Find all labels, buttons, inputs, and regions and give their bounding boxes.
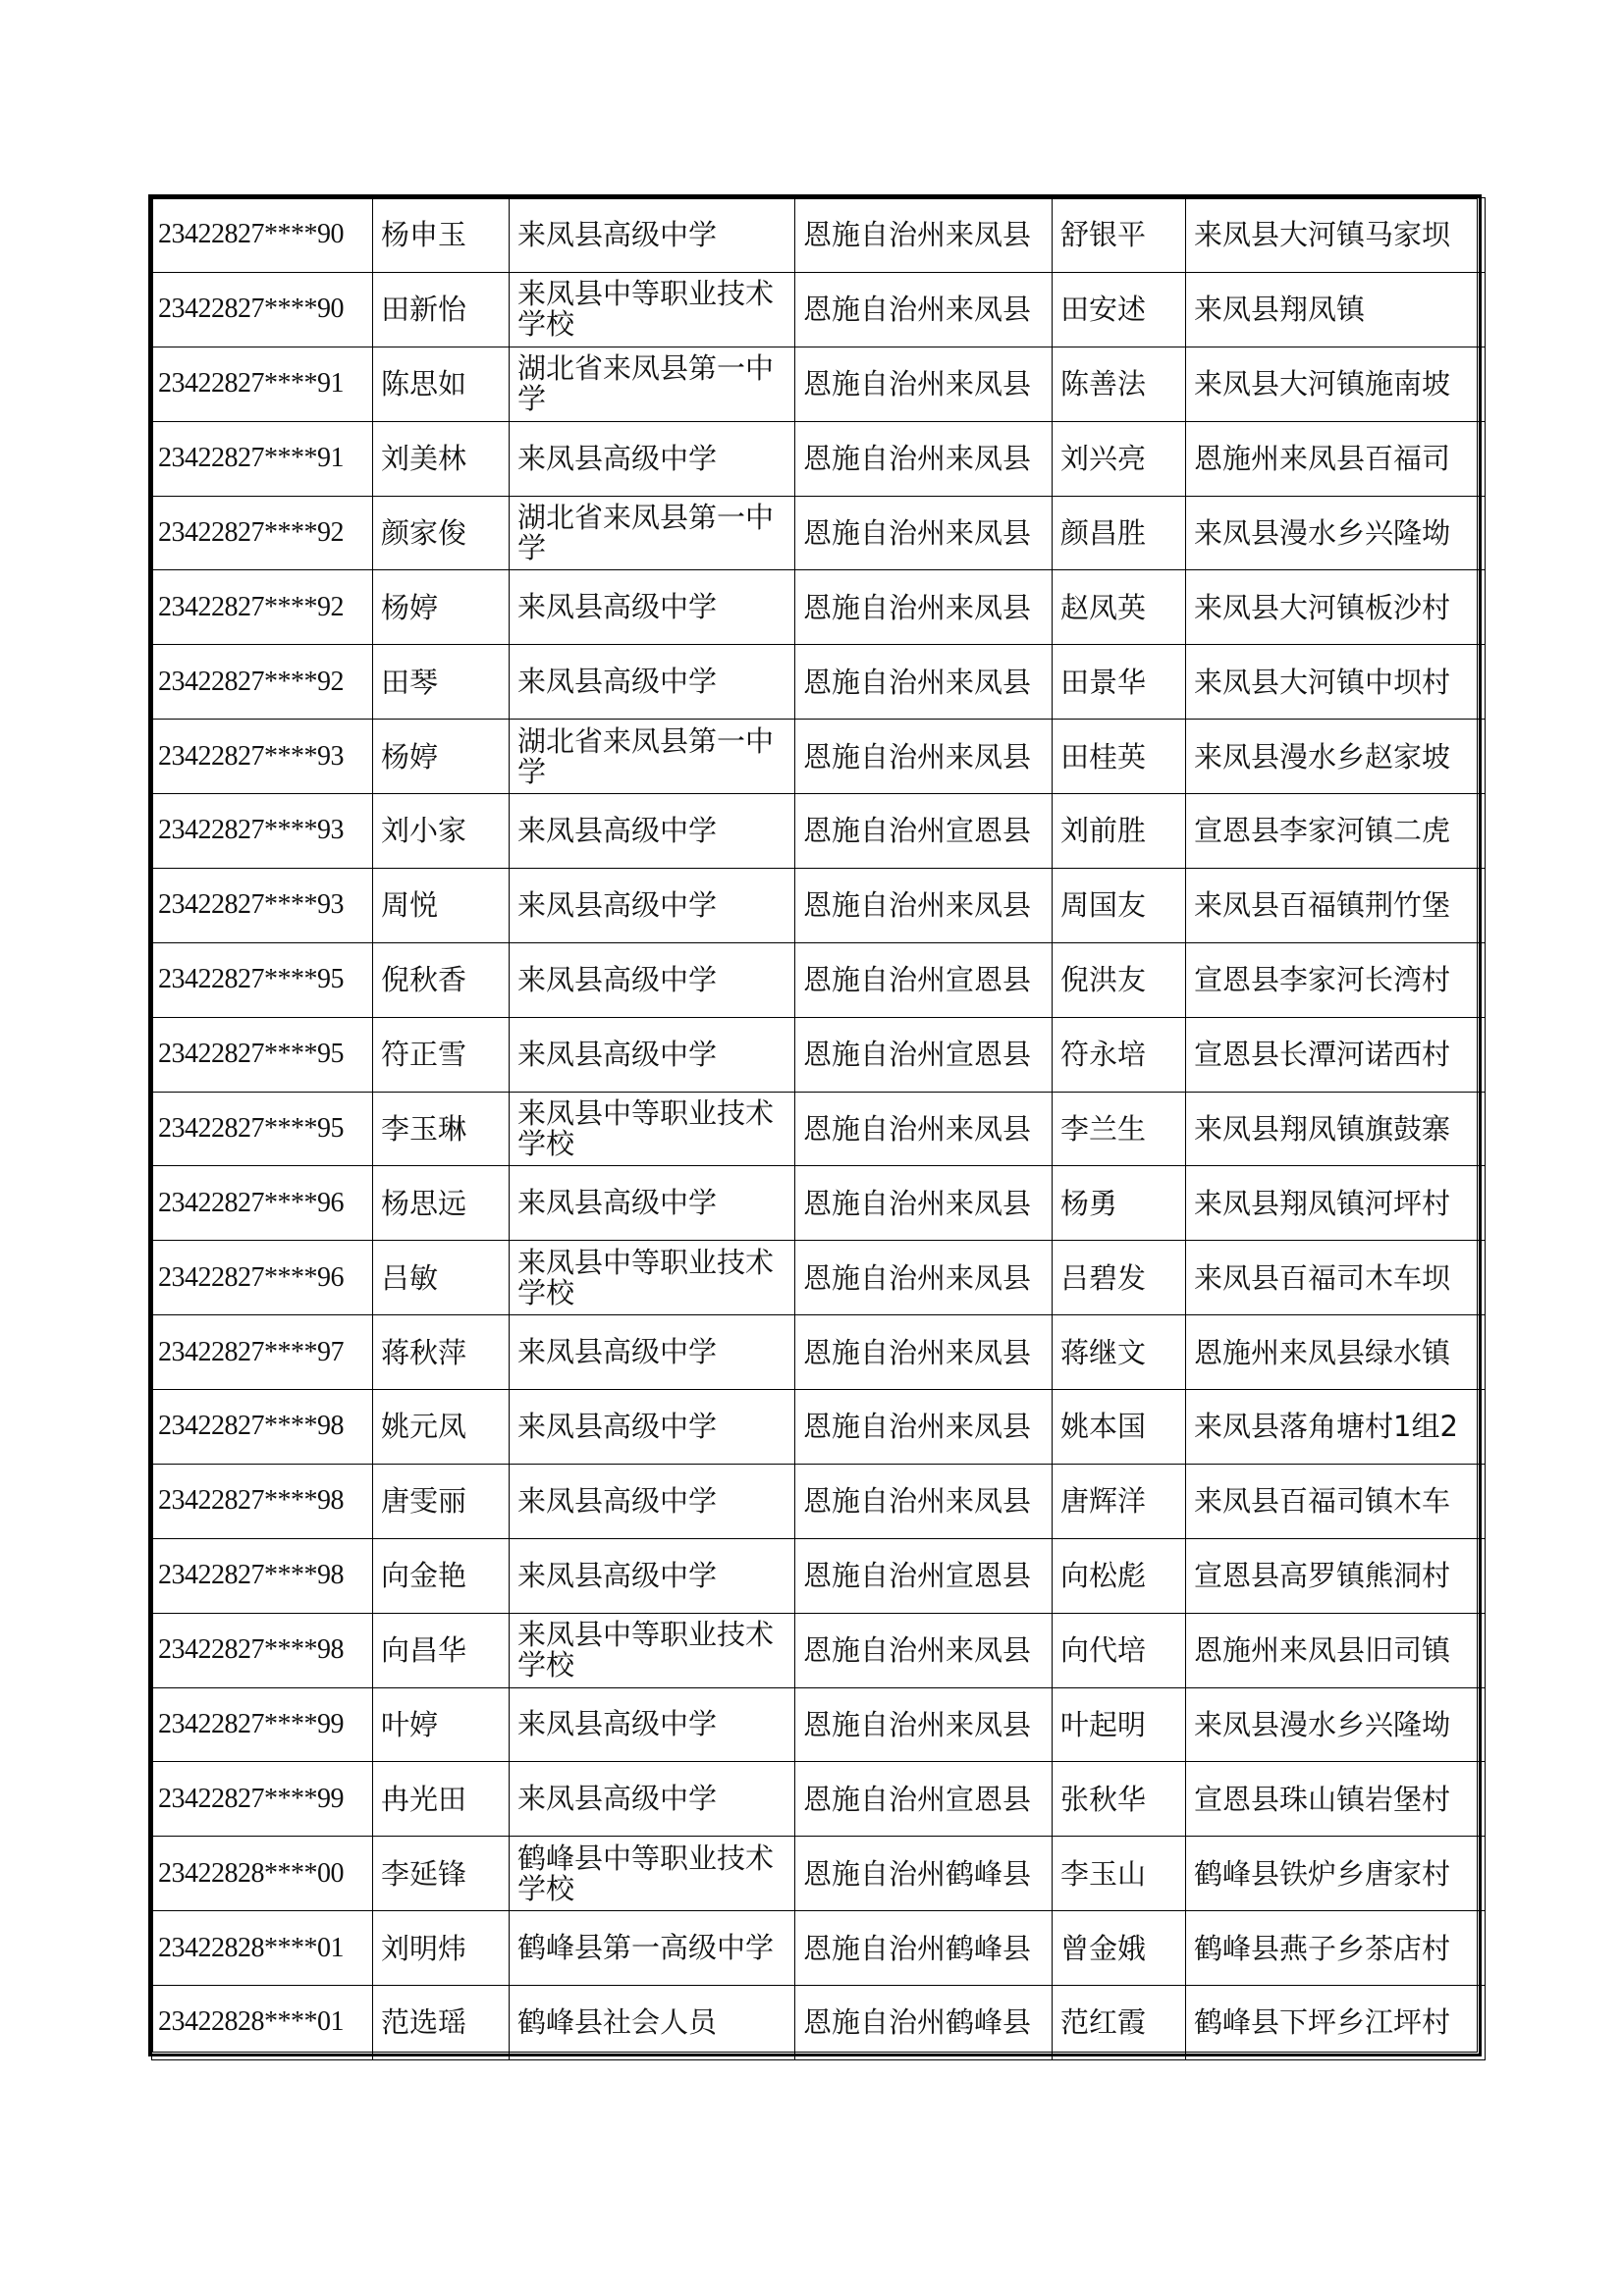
student-name-cell: 杨婷	[373, 720, 510, 794]
region-cell: 恩施自治州宣恩县	[795, 794, 1053, 869]
id-number-cell: 23422827****99	[152, 1762, 373, 1837]
guardian-name-cell: 叶起明	[1053, 1687, 1186, 1762]
school-cell: 来凤县高级中学	[510, 868, 795, 942]
region-cell: 恩施自治州来凤县	[795, 868, 1053, 942]
school-cell: 来凤县高级中学	[510, 645, 795, 720]
region-cell: 恩施自治州鹤峰县	[795, 1986, 1053, 2060]
student-name-cell: 李玉琳	[373, 1092, 510, 1166]
school-cell: 鹤峰县社会人员	[510, 1986, 795, 2060]
guardian-name-cell: 向松彪	[1053, 1538, 1186, 1613]
school-cell: 湖北省来凤县第一中学	[510, 720, 795, 794]
id-number-cell: 23422827****90	[152, 272, 373, 347]
region-cell: 恩施自治州宣恩县	[795, 1538, 1053, 1613]
id-number-cell: 23422827****92	[152, 496, 373, 570]
region-cell: 恩施自治州鹤峰县	[795, 1837, 1053, 1911]
address-cell: 来凤县大河镇马家坝	[1186, 198, 1486, 273]
guardian-name-cell: 姚本国	[1053, 1390, 1186, 1465]
table-row	[152, 645, 1486, 720]
id-number-cell: 23422827****90	[152, 198, 373, 273]
student-name-cell: 吕敏	[373, 1241, 510, 1315]
school-cell: 来凤县高级中学	[510, 570, 795, 645]
student-name-cell: 冉光田	[373, 1762, 510, 1837]
guardian-name-cell: 倪洪友	[1053, 942, 1186, 1017]
guardian-name-cell: 田景华	[1053, 645, 1186, 720]
region-cell: 恩施自治州鹤峰县	[795, 1911, 1053, 1986]
student-name-cell: 刘美林	[373, 421, 510, 496]
region-cell: 恩施自治州宣恩县	[795, 1762, 1053, 1837]
id-number-cell: 23422828****01	[152, 1986, 373, 2060]
table-row	[152, 720, 1486, 794]
student-name-cell: 范选瑶	[373, 1986, 510, 2060]
region-cell: 恩施自治州来凤县	[795, 1315, 1053, 1390]
table-row	[152, 1017, 1486, 1092]
roster-table-frame	[148, 194, 1482, 2056]
table-row	[152, 570, 1486, 645]
id-number-cell: 23422827****98	[152, 1613, 373, 1687]
address-cell: 鹤峰县铁炉乡唐家村	[1186, 1837, 1486, 1911]
region-cell: 恩施自治州来凤县	[795, 1464, 1053, 1538]
region-cell: 恩施自治州来凤县	[795, 1390, 1053, 1465]
table-row	[152, 1390, 1486, 1465]
guardian-name-cell: 向代培	[1053, 1613, 1186, 1687]
id-number-cell: 23422827****96	[152, 1241, 373, 1315]
guardian-name-cell: 李兰生	[1053, 1092, 1186, 1166]
id-number-cell: 23422827****95	[152, 942, 373, 1017]
table-row	[152, 347, 1486, 421]
address-cell: 宣恩县高罗镇熊洞村	[1186, 1538, 1486, 1613]
guardian-name-cell: 舒银平	[1053, 198, 1186, 273]
id-number-cell: 23422827****98	[152, 1538, 373, 1613]
guardian-name-cell: 李玉山	[1053, 1837, 1186, 1911]
student-name-cell: 倪秋香	[373, 942, 510, 1017]
id-number-cell: 23422827****91	[152, 347, 373, 421]
roster-table-body	[152, 198, 1486, 2060]
table-row	[152, 1911, 1486, 1986]
id-number-cell: 23422827****93	[152, 794, 373, 869]
id-number-cell: 23422828****00	[152, 1837, 373, 1911]
region-cell: 恩施自治州来凤县	[795, 720, 1053, 794]
guardian-name-cell: 田安述	[1053, 272, 1186, 347]
table-row	[152, 1464, 1486, 1538]
table-row	[152, 1687, 1486, 1762]
table-row	[152, 272, 1486, 347]
id-number-cell: 23422827****98	[152, 1464, 373, 1538]
region-cell: 恩施自治州来凤县	[795, 1613, 1053, 1687]
school-cell: 来凤县中等职业技术学校	[510, 1613, 795, 1687]
student-name-cell: 姚元凤	[373, 1390, 510, 1465]
table-row	[152, 421, 1486, 496]
id-number-cell: 23422827****95	[152, 1017, 373, 1092]
guardian-name-cell: 符永培	[1053, 1017, 1186, 1092]
region-cell: 恩施自治州来凤县	[795, 1687, 1053, 1762]
id-number-cell: 23422827****92	[152, 570, 373, 645]
address-cell: 鹤峰县下坪乡江坪村	[1186, 1986, 1486, 2060]
student-name-cell: 陈思如	[373, 347, 510, 421]
guardian-name-cell: 刘前胜	[1053, 794, 1186, 869]
guardian-name-cell: 曾金娥	[1053, 1911, 1186, 1986]
id-number-cell: 23422827****97	[152, 1315, 373, 1390]
school-cell: 来凤县中等职业技术学校	[510, 1092, 795, 1166]
table-row	[152, 1166, 1486, 1241]
table-row	[152, 868, 1486, 942]
school-cell: 来凤县高级中学	[510, 1315, 795, 1390]
address-cell: 来凤县落角塘村1组2	[1186, 1390, 1486, 1465]
table-row	[152, 1613, 1486, 1687]
school-cell: 鹤峰县第一高级中学	[510, 1911, 795, 1986]
roster-table	[151, 197, 1486, 2060]
id-number-cell: 23422827****93	[152, 868, 373, 942]
address-cell: 恩施州来凤县绿水镇	[1186, 1315, 1486, 1390]
id-number-cell: 23422827****95	[152, 1092, 373, 1166]
school-cell: 来凤县高级中学	[510, 1464, 795, 1538]
student-name-cell: 叶婷	[373, 1687, 510, 1762]
guardian-name-cell: 陈善法	[1053, 347, 1186, 421]
school-cell: 来凤县中等职业技术学校	[510, 1241, 795, 1315]
school-cell: 来凤县高级中学	[510, 1762, 795, 1837]
student-name-cell: 颜家俊	[373, 496, 510, 570]
student-name-cell: 蒋秋萍	[373, 1315, 510, 1390]
table-row	[152, 1315, 1486, 1390]
guardian-name-cell: 刘兴亮	[1053, 421, 1186, 496]
region-cell: 恩施自治州来凤县	[795, 347, 1053, 421]
school-cell: 来凤县高级中学	[510, 794, 795, 869]
address-cell: 来凤县漫水乡赵家坡	[1186, 720, 1486, 794]
school-cell: 来凤县高级中学	[510, 1017, 795, 1092]
region-cell: 恩施自治州来凤县	[795, 570, 1053, 645]
student-name-cell: 周悦	[373, 868, 510, 942]
region-cell: 恩施自治州宣恩县	[795, 942, 1053, 1017]
table-row	[152, 496, 1486, 570]
school-cell: 来凤县高级中学	[510, 942, 795, 1017]
address-cell: 来凤县大河镇板沙村	[1186, 570, 1486, 645]
region-cell: 恩施自治州来凤县	[795, 1166, 1053, 1241]
student-name-cell: 田琴	[373, 645, 510, 720]
region-cell: 恩施自治州来凤县	[795, 496, 1053, 570]
region-cell: 恩施自治州来凤县	[795, 272, 1053, 347]
address-cell: 来凤县大河镇中坝村	[1186, 645, 1486, 720]
region-cell: 恩施自治州来凤县	[795, 421, 1053, 496]
school-cell: 来凤县高级中学	[510, 1538, 795, 1613]
table-row	[152, 198, 1486, 273]
student-name-cell: 田新怡	[373, 272, 510, 347]
student-name-cell: 杨申玉	[373, 198, 510, 273]
table-row	[152, 942, 1486, 1017]
school-cell: 来凤县高级中学	[510, 1687, 795, 1762]
school-cell: 来凤县高级中学	[510, 1390, 795, 1465]
id-number-cell: 23422827****99	[152, 1687, 373, 1762]
table-row	[152, 794, 1486, 869]
student-name-cell: 向昌华	[373, 1613, 510, 1687]
table-row	[152, 1837, 1486, 1911]
id-number-cell: 23422827****93	[152, 720, 373, 794]
school-cell: 鹤峰县中等职业技术学校	[510, 1837, 795, 1911]
table-row	[152, 1241, 1486, 1315]
region-cell: 恩施自治州来凤县	[795, 1092, 1053, 1166]
guardian-name-cell: 颜昌胜	[1053, 496, 1186, 570]
guardian-name-cell: 田桂英	[1053, 720, 1186, 794]
address-cell: 来凤县翔凤镇河坪村	[1186, 1166, 1486, 1241]
student-name-cell: 向金艳	[373, 1538, 510, 1613]
region-cell: 恩施自治州来凤县	[795, 1241, 1053, 1315]
id-number-cell: 23422827****98	[152, 1390, 373, 1465]
table-row	[152, 1092, 1486, 1166]
guardian-name-cell: 吕碧发	[1053, 1241, 1186, 1315]
school-cell: 来凤县高级中学	[510, 421, 795, 496]
guardian-name-cell: 范红霞	[1053, 1986, 1186, 2060]
address-cell: 来凤县百福司木车坝	[1186, 1241, 1486, 1315]
student-name-cell: 刘小家	[373, 794, 510, 869]
address-cell: 宣恩县珠山镇岩堡村	[1186, 1762, 1486, 1837]
address-cell: 来凤县翔凤镇	[1186, 272, 1486, 347]
student-name-cell: 李延锋	[373, 1837, 510, 1911]
id-number-cell: 23422827****92	[152, 645, 373, 720]
student-name-cell: 杨思远	[373, 1166, 510, 1241]
guardian-name-cell: 周国友	[1053, 868, 1186, 942]
address-cell: 恩施州来凤县旧司镇	[1186, 1613, 1486, 1687]
address-cell: 来凤县百福镇荆竹堡	[1186, 868, 1486, 942]
address-cell: 来凤县大河镇施南坡	[1186, 347, 1486, 421]
guardian-name-cell: 蒋继文	[1053, 1315, 1186, 1390]
address-cell: 宣恩县长潭河诺西村	[1186, 1017, 1486, 1092]
school-cell: 来凤县高级中学	[510, 198, 795, 273]
address-cell: 来凤县翔凤镇旗鼓寨	[1186, 1092, 1486, 1166]
table-row	[152, 1762, 1486, 1837]
guardian-name-cell: 张秋华	[1053, 1762, 1186, 1837]
school-cell: 来凤县中等职业技术学校	[510, 272, 795, 347]
table-row	[152, 1986, 1486, 2060]
address-cell: 来凤县百福司镇木车	[1186, 1464, 1486, 1538]
guardian-name-cell: 赵凤英	[1053, 570, 1186, 645]
guardian-name-cell: 唐辉洋	[1053, 1464, 1186, 1538]
school-cell: 来凤县高级中学	[510, 1166, 795, 1241]
table-row	[152, 1538, 1486, 1613]
student-name-cell: 杨婷	[373, 570, 510, 645]
address-cell: 来凤县漫水乡兴隆坳	[1186, 496, 1486, 570]
id-number-cell: 23422827****96	[152, 1166, 373, 1241]
address-cell: 鹤峰县燕子乡茶店村	[1186, 1911, 1486, 1986]
region-cell: 恩施自治州来凤县	[795, 198, 1053, 273]
guardian-name-cell: 杨勇	[1053, 1166, 1186, 1241]
id-number-cell: 23422828****01	[152, 1911, 373, 1986]
address-cell: 恩施州来凤县百福司	[1186, 421, 1486, 496]
student-name-cell: 符正雪	[373, 1017, 510, 1092]
id-number-cell: 23422827****91	[152, 421, 373, 496]
region-cell: 恩施自治州宣恩县	[795, 1017, 1053, 1092]
address-cell: 宣恩县李家河镇二虎	[1186, 794, 1486, 869]
school-cell: 湖北省来凤县第一中学	[510, 347, 795, 421]
region-cell: 恩施自治州来凤县	[795, 645, 1053, 720]
address-cell: 宣恩县李家河长湾村	[1186, 942, 1486, 1017]
student-name-cell: 唐雯丽	[373, 1464, 510, 1538]
student-name-cell: 刘明炜	[373, 1911, 510, 1986]
address-cell: 来凤县漫水乡兴隆坳	[1186, 1687, 1486, 1762]
school-cell: 湖北省来凤县第一中学	[510, 496, 795, 570]
